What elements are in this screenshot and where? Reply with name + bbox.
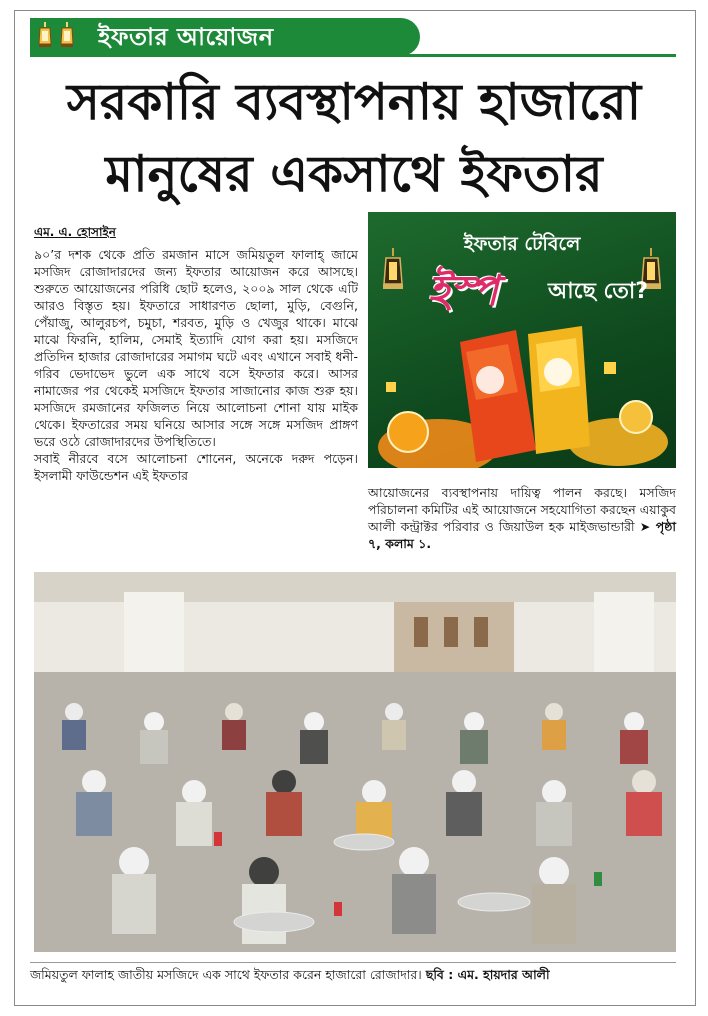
mosque-iftar-photo (34, 572, 676, 952)
headline (28, 66, 680, 210)
article-paragraph: আয়োজনের ব্যবস্থাপনায় দায়িত্ব পালন করছে। মসজিদ পরিচালনা কমিটির এই আয়োজনে সহযোগিতা করছেন এয়াকুব আলী কন্ট্রাক্টর পরিবার ও জিয়াউল হক মাইজভান্ডারী (368, 485, 676, 534)
headline-line-2: মানুষের একসাথে ইফতার (105, 145, 603, 203)
section-title: ইফতার আয়োজন (98, 23, 274, 51)
photo-caption (30, 962, 676, 985)
advertisement (368, 212, 676, 468)
juice-bottles-illustration (368, 322, 676, 468)
headline-line-1: সরকারি ব্যবস্থাপনায় হাজারো (66, 73, 642, 131)
ad-headline: ইফতার টেবিলে (463, 233, 581, 255)
section-rule (30, 54, 676, 57)
article-column-right (368, 484, 676, 552)
continued-on-page: ➤ পৃষ্ঠা ৭, কলাম ১. (368, 519, 676, 551)
ad-tagline: আছে তো? (548, 279, 649, 304)
article-paragraph: সবাই নীরবে বসে আলোচনা শোনেন, অনেকে দরুদ পড়েন। ইসলামী ফাউন্ডেশন এই ইফতার (34, 451, 358, 483)
lantern-icon (60, 22, 74, 50)
article-column-left (34, 246, 358, 484)
byline: এম. এ. হোসাইন (34, 225, 116, 239)
caption-text: জমিয়তুল ফালাহ জাতীয় মসজিদে এক সাথে ইফতার করেন হাজারো রোজাদার। (30, 967, 422, 982)
ad-brand-logo: ইস্প (428, 266, 499, 315)
lantern-icon (38, 22, 52, 50)
article-photo (34, 572, 676, 952)
photo-credit: ছবি : এম. হায়দার আলী (425, 967, 550, 982)
article-paragraph: ৯০’র দশক থেকে প্রতি রমজান মাসে জমিয়তুল ফালাহ্ জামে মসজিদ রোজাদারদের জন্য ইফতার আয়োজন করে আসছে। শুরুতে আয়োজনের পরিধি ছোট হলেও, ২০০৯ সাল থেকে এটি আরও বিস্তৃত হয়। ইফতারে সাধারণত ছোলা, মুড়ি, বেগুনি, পেঁয়াজু, আলুরচপ, চমুচা, শরবত, মুড়ি ও খেজুর থাকে। মাঝে মাঝে ফিরনি, হালিম, সেমাই ইত্যাদি যোগ করা হয়। মসজিদে প্রতিদিন হাজার রোজাদারের সমাগম ঘটে এবং এখানে সবাই ধনী-গরিব ভেদাভেদ ভুলে এক সাথে বসে ইফতার করে। আসর নামাজের পর থেকেই মসজিদে ইফতার সাজানোর কাজ শুরু হয়। মসজিদে রমজানের ফজিলত নিয়ে আলোচনা শোনা যায় মাইক থেকে। ইফতারের সময় ঘনিয়ে আসার সঙ্গে সঙ্গে মসজিদ প্রাঙ্গণ ভরে ওঠে রোজাদারদের উপস্থিতিতে। (34, 247, 358, 449)
